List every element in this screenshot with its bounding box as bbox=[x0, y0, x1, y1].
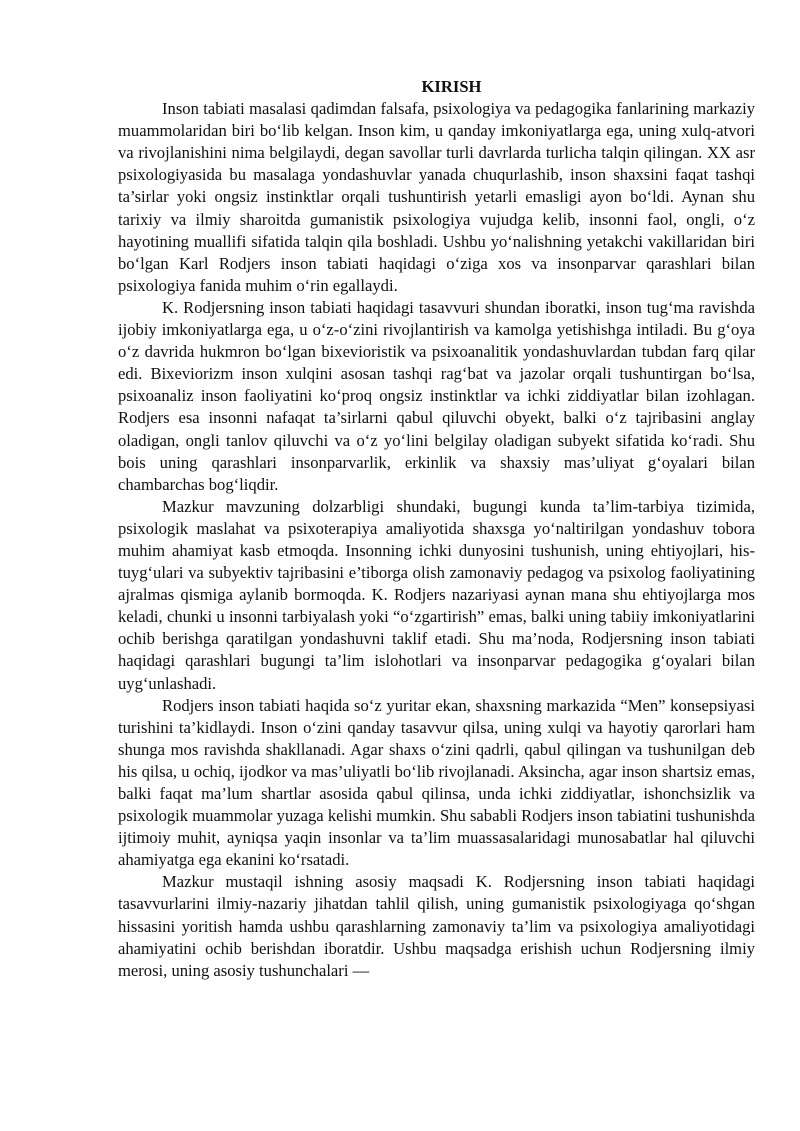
document-page bbox=[118, 76, 755, 982]
paragraph-relevance: Mazkur mavzuning dolzarbligi shundaki, bugungi kunda ta’lim-tarbiya tizimida, psixologik maslahat va psixoterapiya amaliyotida shaxsga yo‘naltirilgan yondashuv tobora muhim ahamiyat kasb etmoqda. Insonning ichki dunyosini tushunish, uning ehtiyojlari, his-tuyg‘ulari va subyektiv tajribasini e’tiborga olish zamonaviy pedagog va psixolog faoliyatining ajralmas qismiga aylanib bormoqda. K. Rodjers nazariyasi aynan mana shu ehtiyojlarga mos keladi, chunki u insonni tarbiyalash yoki “o‘zgartirish” emas, balki uning tabiiy imkoniyatlarini ochib berishga qaratilgan yondashuvni taklif etadi. Shu ma’noda, Rodjersning inson tabiati haqidagi qarashlari bugungi ta’lim islohotlari va insonparvar pedagogika g‘oyalari bilan uyg‘unlashadi. bbox=[118, 496, 755, 693]
paragraph-goal: Mazkur mustaqil ishning asosiy maqsadi K. Rodjersning inson tabiati haqidagi tasavvurlarini ilmiy-nazariy jihatdan tahlil qilish, uning gumanistik psixologiyaga qo‘shgan hissasini yoritish hamda ushbu qarashlarning zamonaviy ta’lim va psixologiya amaliyotidagi ahamiyatini ochib berishdan iboratdir. Ushbu maqsadga erishish uchun Rodjersning ilmiy merosi, uning asosiy tushunchalari — bbox=[118, 872, 755, 980]
paragraph-rogers-view: K. Rodjersning inson tabiati haqidagi tasavvuri shundan iboratki, inson tug‘ma ravishda ijobiy imkoniyatlarga ega, u o‘z-o‘zini rivojlantirish va kamolga yetishishga intiladi. Bu g‘oya o‘z davrida hukmron bo‘lgan bixevioristik va psixoanalitik yondashuvlardan tubdan farq qilar edi. Bixeviorizm inson xulqini asosan tashqi rag‘bat va jazolar orqali tushuntirgan bo‘lsa, psixoanaliz inson faoliyatini ko‘proq ongsiz instinktlar va ichki ziddiyatlar bilan izohlagan. Rodjers esa insonni nafaqat ta’sirlarni qabul qiluvchi obyekt, balki o‘z tajribasini anglay oladigan, ongli tanlov qiluvchi va o‘z yo‘lini belgilay oladigan subyekt sifatida ko‘radi. Shu bois uning qarashlari insonparvarlik, erkinlik va shaxsiy mas’uliyat g‘oyalari bilan chambarchas bog‘liqdir. bbox=[118, 297, 755, 494]
document-title: KIRISH bbox=[421, 77, 482, 96]
paragraph-introduction: Inson tabiati masalasi qadimdan falsafa, psixologiya va pedagogika fanlarining markaziy muammolaridan biri bo‘lib kelgan. Inson kim, u qanday imkoniyatlarga ega, uning xulq-atvori va rivojlanishini nima belgilaydi, degan savollar turli davrlarda turlicha talqin qilingan. XX asr psixologiyasida bu masalaga yondashuvlar yanada chuqurlashib, inson shaxsini faqat tashqi ta’sirlar yoki ongsiz instinktlar orqali tushuntirish yetarli emasligi ayon bo‘ldi. Aynan shu tarixiy va ilmiy sharoitda gumanistik psixologiya vujudga kelib, insonni faol, ongli, o‘z hayotining muallifi sifatida talqin qila boshladi. Ushbu yo‘nalishning yetakchi vakillaridan biri bo‘lgan Karl Rodjers inson tabiati haqidagi o‘ziga xos va insonparvar qarashlari bilan psixologiya fanida muhim o‘rin egallaydi. bbox=[118, 99, 755, 295]
paragraph-self-concept: Rodjers inson tabiati haqida so‘z yuritar ekan, shaxsning markazida “Men” konsepsiyasi turishini ta’kidlaydi. Inson o‘zini qanday tasavvur qilsa, uning xulqi va hayotiy qarorlari ham shunga mos ravishda shakllanadi. Agar shaxs o‘zini qadrli, qabul qilingan va tushunilgan deb his qilsa, u ochiq, ijodkor va mas’uliyatli bo‘lib rivojlanadi. Aksincha, agar inson shartsiz emas, balki faqat ma’lum shartlar asosida qabul qilinsa, unda ichki ziddiyatlar, ishonchsizlik va psixologik muammolar yuzaga kelishi mumkin. Shu sababli Rodjers inson tabiatini tushunishda ijtimoiy muhit, ayniqsa yaqin insonlar va ta’lim muassasalaridagi munosabatlar hal qiluvchi ahamiyatga ega ekanini ko‘rsatadi. bbox=[118, 695, 755, 870]
